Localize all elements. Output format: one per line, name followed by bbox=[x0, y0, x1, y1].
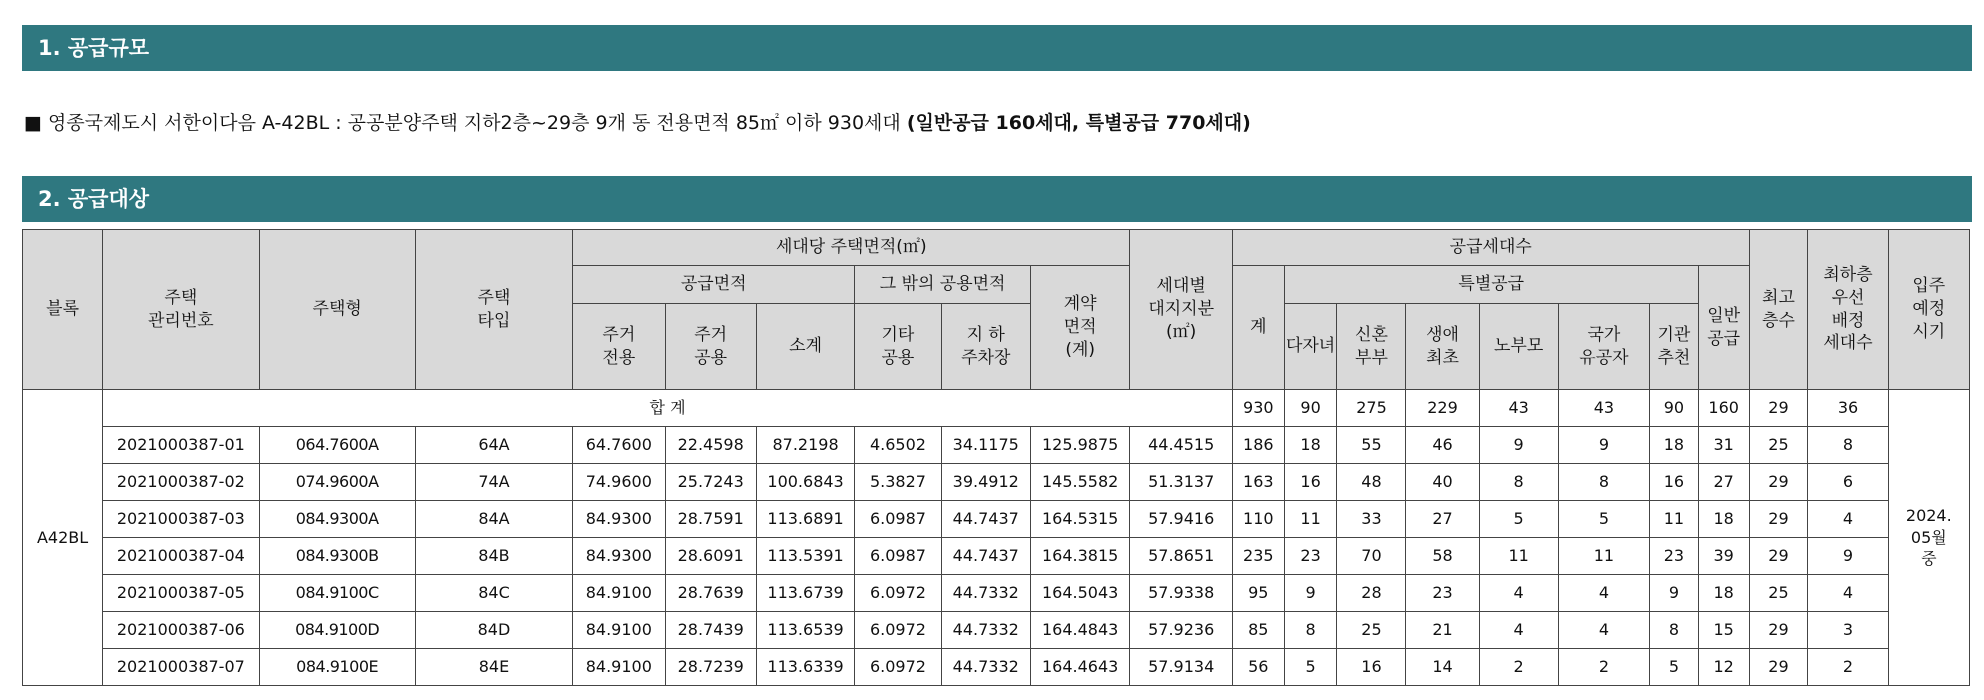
th-type: 주택 타입 bbox=[415, 230, 572, 390]
table-cell: 8 bbox=[1284, 612, 1337, 649]
table-cell: 23 bbox=[1406, 575, 1479, 612]
table-cell: 84B bbox=[415, 538, 572, 575]
table-cell: 16 bbox=[1650, 464, 1699, 501]
sum-cell: 43 bbox=[1558, 390, 1649, 427]
table-cell: 16 bbox=[1284, 464, 1337, 501]
table-cell: 48 bbox=[1337, 464, 1406, 501]
table-cell: 4 bbox=[1558, 612, 1649, 649]
table-cell: 11 bbox=[1479, 538, 1558, 575]
table-cell: 8 bbox=[1808, 427, 1888, 464]
th-units-group: 공급세대수 bbox=[1232, 230, 1749, 266]
sum-cell: 43 bbox=[1479, 390, 1558, 427]
table-cell: 18 bbox=[1698, 501, 1749, 538]
sum-cell: 930 bbox=[1232, 390, 1284, 427]
th-house-type: 주택형 bbox=[259, 230, 415, 390]
table-cell: 57.8651 bbox=[1130, 538, 1233, 575]
table-cell: 44.7437 bbox=[941, 538, 1030, 575]
table-cell: 25 bbox=[1337, 612, 1406, 649]
table-cell: 46 bbox=[1406, 427, 1479, 464]
table-cell: 074.9600A bbox=[259, 464, 415, 501]
table-cell: 6.0987 bbox=[855, 538, 941, 575]
table-cell: 3 bbox=[1808, 612, 1888, 649]
table-cell: 55 bbox=[1337, 427, 1406, 464]
table-cell: 44.7332 bbox=[941, 649, 1030, 686]
table-cell: 2 bbox=[1558, 649, 1649, 686]
table-cell: 100.6843 bbox=[756, 464, 854, 501]
table-cell: 64.7600 bbox=[573, 427, 665, 464]
table-cell: 2021000387-03 bbox=[103, 501, 259, 538]
table-cell: 74A bbox=[415, 464, 572, 501]
table-cell: 28.7439 bbox=[665, 612, 756, 649]
th-area-group: 세대당 주택면적(㎡) bbox=[573, 230, 1130, 266]
table-cell: 6.0972 bbox=[855, 649, 941, 686]
table-cell: 84.9100 bbox=[573, 649, 665, 686]
table-cell: 164.4843 bbox=[1030, 612, 1130, 649]
table-cell: 44.7332 bbox=[941, 612, 1030, 649]
table-cell: 9 bbox=[1284, 575, 1337, 612]
table-cell: 186 bbox=[1232, 427, 1284, 464]
table-cell: 44.7332 bbox=[941, 575, 1030, 612]
table-cell: 11 bbox=[1650, 501, 1699, 538]
table-cell: 8 bbox=[1650, 612, 1699, 649]
th-elderly: 노부모 bbox=[1479, 304, 1558, 390]
table-cell: 29 bbox=[1749, 612, 1808, 649]
table-cell: 2 bbox=[1479, 649, 1558, 686]
table-cell: 70 bbox=[1337, 538, 1406, 575]
table-cell: 2021000387-04 bbox=[103, 538, 259, 575]
table-cell: 113.6739 bbox=[756, 575, 854, 612]
table-cell: 084.9100D bbox=[259, 612, 415, 649]
table-cell: 57.9338 bbox=[1130, 575, 1233, 612]
table-cell: 64A bbox=[415, 427, 572, 464]
table-cell: 4 bbox=[1479, 612, 1558, 649]
table-cell: 44.4515 bbox=[1130, 427, 1233, 464]
table-cell: 14 bbox=[1406, 649, 1479, 686]
sum-cell: 90 bbox=[1650, 390, 1699, 427]
table-cell: 6 bbox=[1808, 464, 1888, 501]
sum-cell: 160 bbox=[1698, 390, 1749, 427]
table-cell: 28.6091 bbox=[665, 538, 756, 575]
table-cell: 56 bbox=[1232, 649, 1284, 686]
summary-bold: (일반공급 160세대, 특별공급 770세대) bbox=[906, 112, 1251, 134]
table-cell: 084.9300B bbox=[259, 538, 415, 575]
table-cell: 18 bbox=[1698, 575, 1749, 612]
th-merit: 국가 유공자 bbox=[1558, 304, 1649, 390]
table-cell: 164.5043 bbox=[1030, 575, 1130, 612]
block-cell: A42BL bbox=[23, 390, 103, 686]
table-cell: 164.3815 bbox=[1030, 538, 1130, 575]
th-max-floor: 최고 층수 bbox=[1749, 230, 1808, 390]
th-special: 특별공급 bbox=[1284, 266, 1698, 304]
th-res-exclusive: 주거 전용 bbox=[573, 304, 665, 390]
table-cell: 110 bbox=[1232, 501, 1284, 538]
table-cell: 084.9100C bbox=[259, 575, 415, 612]
table-cell: 22.4598 bbox=[665, 427, 756, 464]
table-row bbox=[23, 649, 1970, 686]
table-row bbox=[23, 538, 1970, 575]
table-cell: 51.3137 bbox=[1130, 464, 1233, 501]
table-cell: 145.5582 bbox=[1030, 464, 1130, 501]
table-cell: 5.3827 bbox=[855, 464, 941, 501]
th-first-life: 생애 최초 bbox=[1406, 304, 1479, 390]
table-cell: 29 bbox=[1749, 464, 1808, 501]
table-cell: 2021000387-06 bbox=[103, 612, 259, 649]
th-newlywed: 신혼 부부 bbox=[1337, 304, 1406, 390]
sum-cell: 90 bbox=[1284, 390, 1337, 427]
th-general: 일반 공급 bbox=[1698, 266, 1749, 390]
th-total: 계 bbox=[1232, 266, 1284, 390]
table-cell: 5 bbox=[1479, 501, 1558, 538]
th-land-share: 세대별 대지지분 (㎡) bbox=[1130, 230, 1233, 390]
table-cell: 25 bbox=[1749, 575, 1808, 612]
move-in-cell: 2024. 05월 중 bbox=[1888, 390, 1969, 686]
table-cell: 12 bbox=[1698, 649, 1749, 686]
table-cell: 33 bbox=[1337, 501, 1406, 538]
table-cell: 87.2198 bbox=[756, 427, 854, 464]
table-cell: 2 bbox=[1808, 649, 1888, 686]
table-cell: 113.6891 bbox=[756, 501, 854, 538]
table-row bbox=[23, 612, 1970, 649]
th-etc-common: 기타 공용 bbox=[855, 304, 941, 390]
table-row bbox=[23, 464, 1970, 501]
table-cell: 6.0972 bbox=[855, 575, 941, 612]
sum-cell: 29 bbox=[1749, 390, 1808, 427]
table-cell: 84.9100 bbox=[573, 612, 665, 649]
table-cell: 23 bbox=[1284, 538, 1337, 575]
section-1-header: 1. 공급규모 bbox=[22, 25, 1972, 71]
table-cell: 27 bbox=[1698, 464, 1749, 501]
table-cell: 44.7437 bbox=[941, 501, 1030, 538]
table-cell: 113.5391 bbox=[756, 538, 854, 575]
table-cell: 31 bbox=[1698, 427, 1749, 464]
table-cell: 163 bbox=[1232, 464, 1284, 501]
table-cell: 084.9300A bbox=[259, 501, 415, 538]
table-cell: 25 bbox=[1749, 427, 1808, 464]
th-supply-area: 공급면적 bbox=[573, 266, 855, 304]
th-multi-child: 다자녀 bbox=[1284, 304, 1337, 390]
table-cell: 29 bbox=[1749, 649, 1808, 686]
table-cell: 57.9236 bbox=[1130, 612, 1233, 649]
table-cell: 84C bbox=[415, 575, 572, 612]
table-cell: 25.7243 bbox=[665, 464, 756, 501]
summary-text: ■ 영종국제도시 서한이다음 A-42BL : 공공분양주택 지하2층~29층 9개 동 전용면적 85㎡ 이하 930세대 bbox=[24, 112, 901, 134]
table-cell: 57.9134 bbox=[1130, 649, 1233, 686]
section-2-header: 2. 공급대상 bbox=[22, 176, 1972, 222]
table-row bbox=[23, 575, 1970, 612]
th-block: 블록 bbox=[23, 230, 103, 390]
table-cell: 28 bbox=[1337, 575, 1406, 612]
table-cell: 40 bbox=[1406, 464, 1479, 501]
table-cell: 21 bbox=[1406, 612, 1479, 649]
table-cell: 4 bbox=[1808, 575, 1888, 612]
table-cell: 113.6539 bbox=[756, 612, 854, 649]
th-lowest-floor: 최하층 우선 배정 세대수 bbox=[1808, 230, 1888, 390]
table-cell: 39.4912 bbox=[941, 464, 1030, 501]
table-cell: 9 bbox=[1650, 575, 1699, 612]
table-cell: 95 bbox=[1232, 575, 1284, 612]
th-move-in: 입주 예정 시기 bbox=[1888, 230, 1969, 390]
table-cell: 11 bbox=[1558, 538, 1649, 575]
table-cell: 84.9100 bbox=[573, 575, 665, 612]
table-cell: 39 bbox=[1698, 538, 1749, 575]
supply-summary bbox=[24, 108, 1251, 135]
table-cell: 34.1175 bbox=[941, 427, 1030, 464]
table-cell: 15 bbox=[1698, 612, 1749, 649]
table-cell: 16 bbox=[1337, 649, 1406, 686]
table-cell: 113.6339 bbox=[756, 649, 854, 686]
sum-cell: 275 bbox=[1337, 390, 1406, 427]
table-cell: 6.0972 bbox=[855, 612, 941, 649]
table-cell: 235 bbox=[1232, 538, 1284, 575]
table-cell: 064.7600A bbox=[259, 427, 415, 464]
sum-label: 합 계 bbox=[103, 390, 1233, 427]
th-contract-area: 계약 면적 (계) bbox=[1030, 266, 1130, 390]
table-cell: 9 bbox=[1558, 427, 1649, 464]
supply-table bbox=[22, 229, 1970, 686]
table-cell: 5 bbox=[1284, 649, 1337, 686]
table-cell: 4 bbox=[1558, 575, 1649, 612]
table-cell: 164.5315 bbox=[1030, 501, 1130, 538]
table-cell: 8 bbox=[1558, 464, 1649, 501]
table-cell: 18 bbox=[1650, 427, 1699, 464]
table-cell: 84.9300 bbox=[573, 501, 665, 538]
table-cell: 5 bbox=[1650, 649, 1699, 686]
th-house-no: 주택 관리번호 bbox=[103, 230, 259, 390]
table-cell: 164.4643 bbox=[1030, 649, 1130, 686]
table-cell: 28.7639 bbox=[665, 575, 756, 612]
table-cell: 84D bbox=[415, 612, 572, 649]
table-cell: 9 bbox=[1479, 427, 1558, 464]
table-cell: 84E bbox=[415, 649, 572, 686]
table-cell: 5 bbox=[1558, 501, 1649, 538]
table-cell: 2021000387-02 bbox=[103, 464, 259, 501]
table-cell: 23 bbox=[1650, 538, 1699, 575]
table-cell: 2021000387-07 bbox=[103, 649, 259, 686]
table-cell: 6.0987 bbox=[855, 501, 941, 538]
table-cell: 84.9300 bbox=[573, 538, 665, 575]
sum-cell: 36 bbox=[1808, 390, 1888, 427]
sum-row bbox=[23, 390, 1970, 427]
table-cell: 2021000387-01 bbox=[103, 427, 259, 464]
table-cell: 29 bbox=[1749, 501, 1808, 538]
table-cell: 57.9416 bbox=[1130, 501, 1233, 538]
table-cell: 74.9600 bbox=[573, 464, 665, 501]
table-cell: 084.9100E bbox=[259, 649, 415, 686]
th-agency: 기관 추천 bbox=[1650, 304, 1699, 390]
table-cell: 84A bbox=[415, 501, 572, 538]
table-cell: 8 bbox=[1479, 464, 1558, 501]
sum-cell: 229 bbox=[1406, 390, 1479, 427]
th-res-common: 주거 공용 bbox=[665, 304, 756, 390]
table-cell: 4.6502 bbox=[855, 427, 941, 464]
table-cell: 4 bbox=[1808, 501, 1888, 538]
table-cell: 11 bbox=[1284, 501, 1337, 538]
th-parking: 지 하 주차장 bbox=[941, 304, 1030, 390]
table-cell: 9 bbox=[1808, 538, 1888, 575]
th-subtotal: 소계 bbox=[756, 304, 854, 390]
table-cell: 28.7591 bbox=[665, 501, 756, 538]
table-cell: 18 bbox=[1284, 427, 1337, 464]
table-row bbox=[23, 501, 1970, 538]
table-row bbox=[23, 427, 1970, 464]
table-cell: 85 bbox=[1232, 612, 1284, 649]
table-cell: 58 bbox=[1406, 538, 1479, 575]
table-cell: 28.7239 bbox=[665, 649, 756, 686]
table-cell: 125.9875 bbox=[1030, 427, 1130, 464]
table-cell: 4 bbox=[1479, 575, 1558, 612]
table-cell: 29 bbox=[1749, 538, 1808, 575]
th-other-area: 그 밖의 공용면적 bbox=[855, 266, 1031, 304]
table-cell: 27 bbox=[1406, 501, 1479, 538]
table-cell: 2021000387-05 bbox=[103, 575, 259, 612]
